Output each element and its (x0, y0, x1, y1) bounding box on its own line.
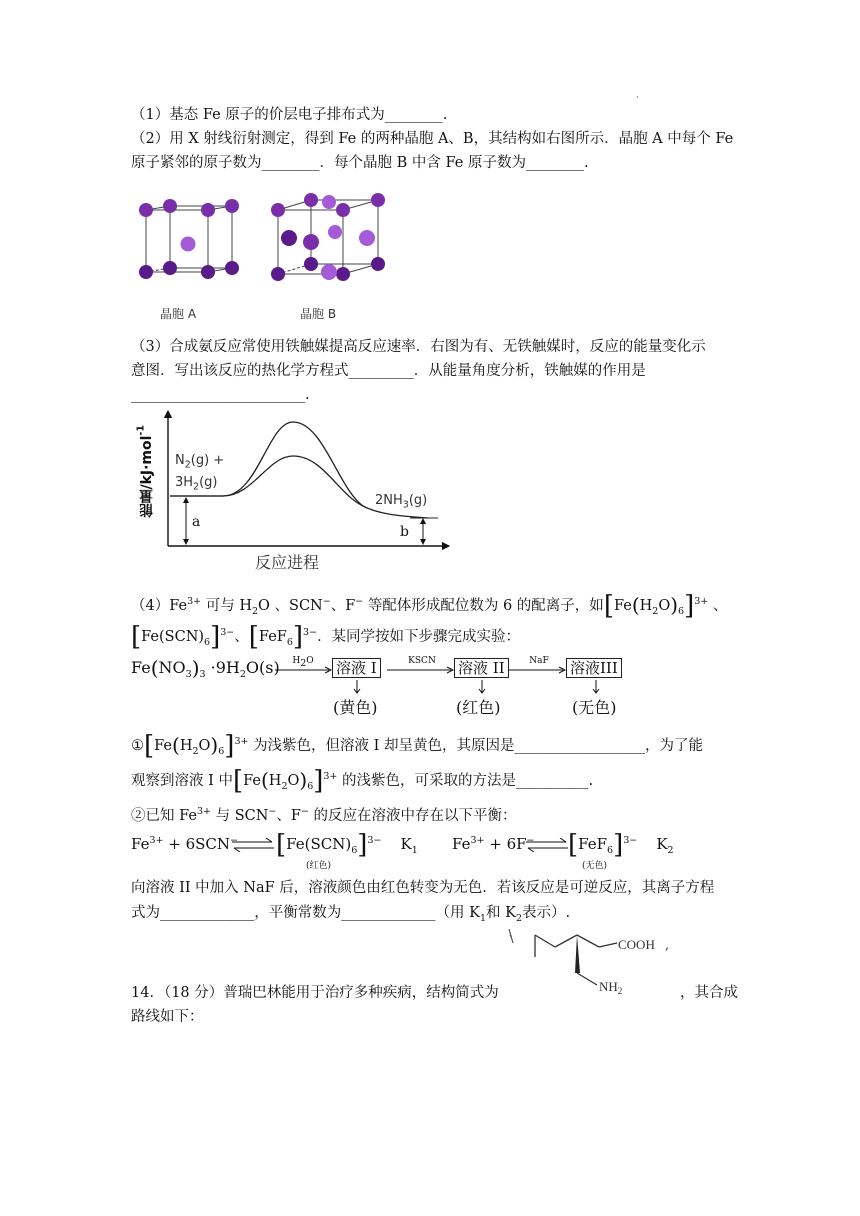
down-arrows (330, 680, 630, 696)
q13-sub2-line: ②已知 $Fe^{3+}$ 与 SCN−、F− 的反应在溶液中存在以下平衡： (131, 806, 517, 824)
q13-sub1-line1: $①[Fe(H_2O)_6]^{3+}$ 为浅紫色，但溶液 I 却呈黄色，其原因是__________________，为了能 (131, 731, 704, 761)
equilibrium-2-product: $[FeF_6]^{3-}$ $K_2$ (568, 830, 674, 860)
flow-arrow3-label: NaF (529, 656, 549, 666)
nh2-label: $NH_2$ (599, 979, 623, 996)
q13-part3-line1: （3）合成氨反应常使用铁触媒提高反应速率．右图为有、无铁触媒时，反应的能量变化示 (131, 339, 706, 355)
q13-part1: （1）基态 Fe 原子的价层电子排布式为________. (131, 107, 448, 123)
eq1-arrows (232, 838, 274, 852)
color-red: (红色) (456, 698, 501, 717)
energy-x-label: 反应进程 (255, 553, 320, 572)
color-colorless: (无色) (572, 698, 617, 717)
flow-arrow1-label: $H_2O$ (292, 656, 314, 669)
equilibrium-1-product: $[Fe(SCN)_6]^{3-}$ $K_1$ (276, 830, 418, 860)
q13-part4-line2: $[Fe(SCN)_6]^{3-}$、$[FeF_6]^{3-}$．某同学按如下步骤完成实验： (131, 622, 521, 652)
unit-cell-a-atoms (139, 199, 239, 279)
cell-b-caption: 晶胞 B (300, 307, 337, 321)
q13-part5-line1: 向溶液 II 中加入 NaF 后，溶液颜色由红色转变为无色．若该反应是可逆反应，其离子方程 (131, 880, 715, 896)
reactant-label-2: $3H_2(g)$ (175, 475, 218, 493)
q14-line2: 路线如下： (131, 1009, 204, 1025)
eq2-note: (无色) (582, 861, 608, 871)
energy-a-label: a (192, 514, 201, 530)
svg-text:,: , (665, 938, 670, 953)
q13-part3-line3: ________________________. (131, 387, 310, 403)
eq1-note: (红色) (306, 861, 332, 871)
equilibrium-2: $Fe^{3+} + 6F^-$ (452, 835, 535, 853)
dot-mark: · (636, 93, 639, 102)
equilibrium-1: $Fe^{3+} + 6SCN^-$ (131, 835, 238, 853)
q13-part4-line1: $(4)Fe^{3+}$ 可与 $H_2O$ 、SCN−、F− 等配体形成配位数为 6 的配离子，如$[Fe(H_2O)_6]^{3+}$ 、 (131, 591, 728, 621)
unit-cell-figure (128, 192, 398, 302)
product-label: $2NH_3(g)$ (375, 493, 428, 511)
experiment-flow: $Fe(NO_3)_3 \cdot 9H_2O(s)$ (131, 656, 280, 681)
color-yellow: (黄色) (333, 698, 378, 717)
solution-2-box: 溶液 II (454, 658, 509, 678)
q14-line1-end: ，其合成 (680, 985, 738, 1001)
energy-b-label: b (400, 524, 409, 540)
eq2-arrows (526, 838, 568, 852)
flow-arrow2-label: KSCN (408, 656, 436, 666)
cooh-label: COOH (618, 937, 655, 952)
q13-part5-line2: 式为_____________，平衡常数为_____________（用 $K_1$和 $K_2$表示）. (131, 905, 571, 924)
q14-line1: 14．（18 分）普瑞巴林能用于治疗多种疾病，结构简式为 (131, 985, 499, 1001)
reactant-label-1: $N_2(g)$ + (175, 453, 225, 471)
cell-a-caption: 晶胞 A (160, 307, 197, 321)
solution-3-box: 溶液III (566, 658, 622, 678)
pregabalin-structure (505, 925, 685, 1000)
q13-sub1-line2: 观察到溶液 I 中$[Fe(H_2O)_6]^{3+}$ 的浅紫色，可采取的方法是__________. (131, 766, 594, 796)
energy-y-label: 能量/kJ·mol$^{-1}$ (135, 425, 155, 518)
unit-cell-b-atoms (271, 193, 385, 281)
solution-1-box: 溶液 I (332, 658, 381, 678)
q13-part3-line2: 意图．写出该反应的热化学方程式_________．从能量角度分析，铁触媒的作用是 (131, 363, 646, 379)
q13-part2-line2: 原子紧邻的原子数为________．每个晶胞 B 中含 Fe 原子数为________. (131, 155, 589, 171)
q13-part2-line1: （2）用 X 射线衍射测定，得到 Fe 的两种晶胞 A、B，其结构如右图所示．晶胞 A 中每个 Fe (131, 131, 734, 147)
